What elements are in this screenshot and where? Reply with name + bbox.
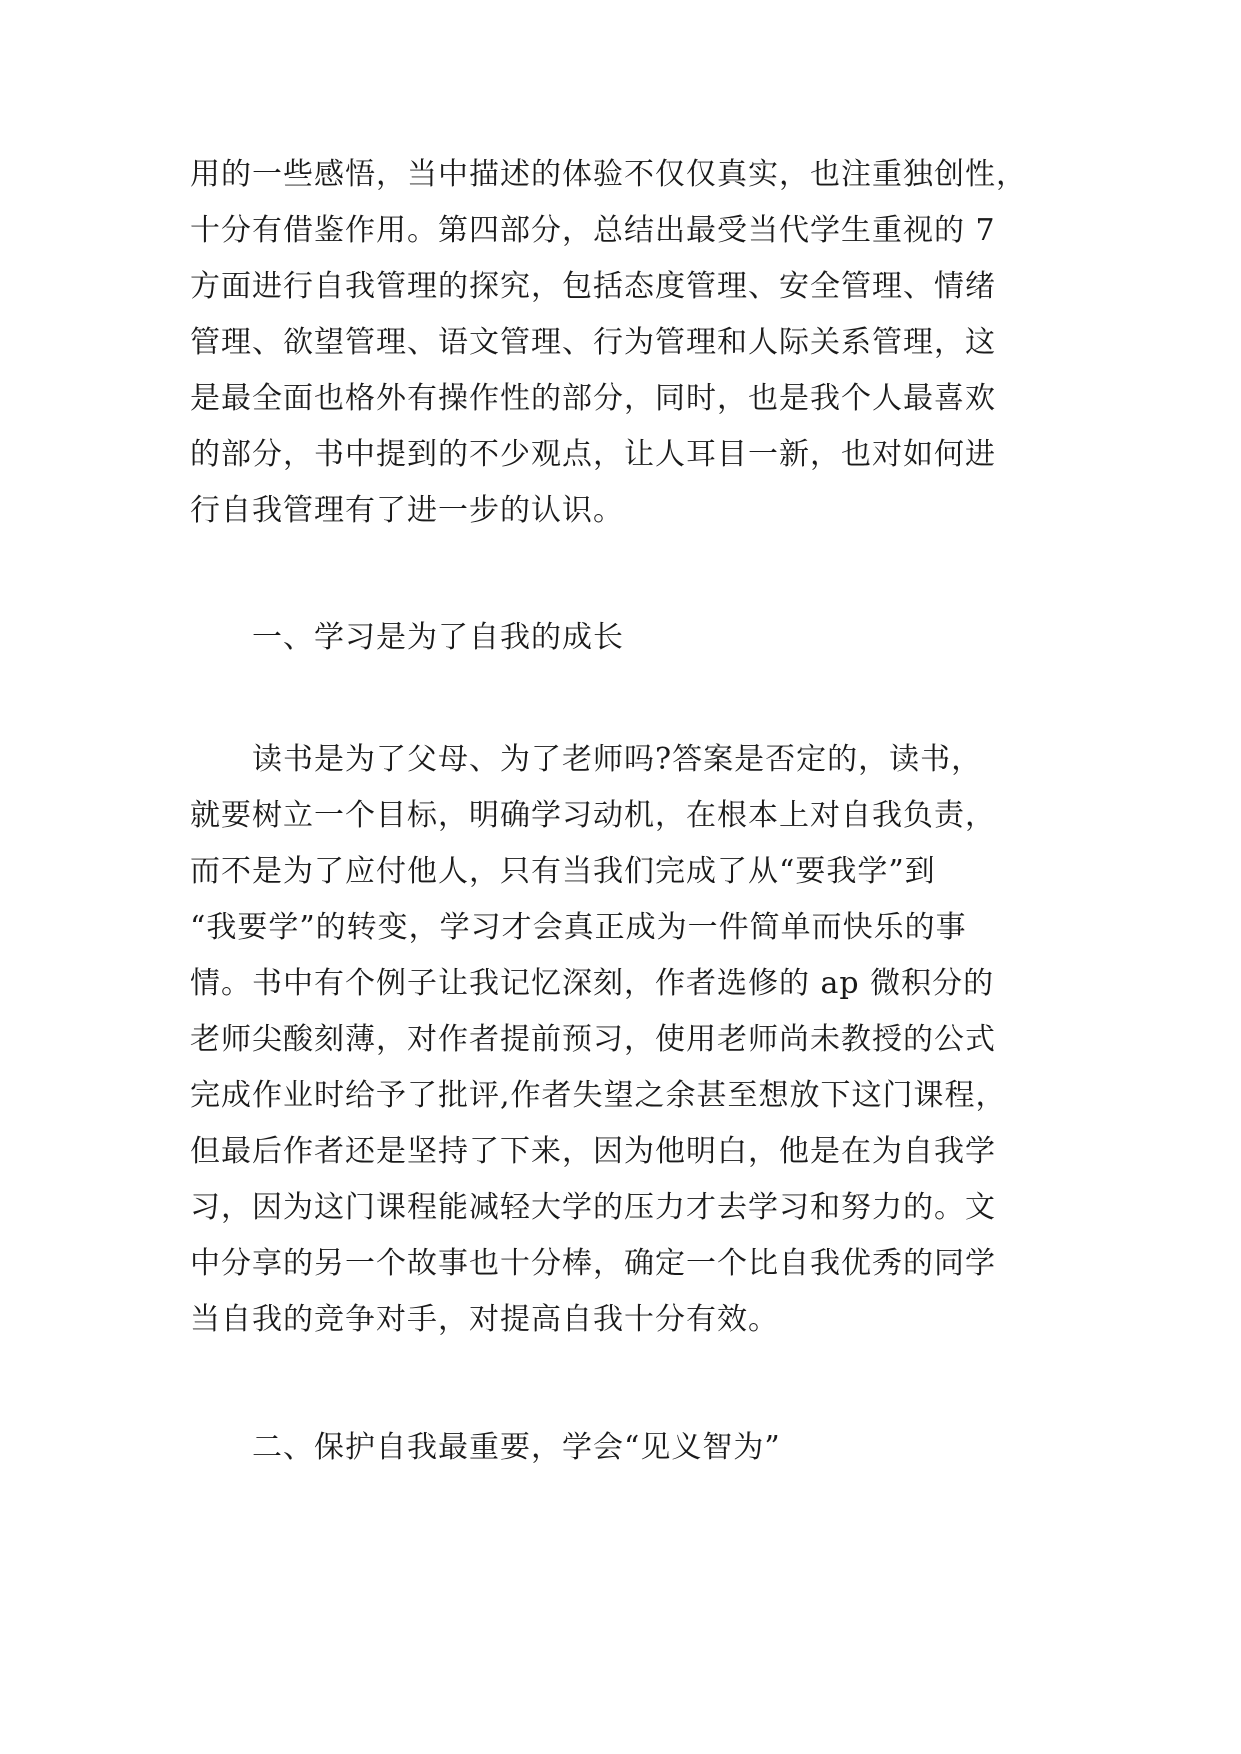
body-line-9: 习，因为这门课程能减轻大学的压力才去学习和努力的。文 [190,1190,996,1225]
intro-line-7: 行自我管理有了进一步的认识。 [190,493,624,528]
body-line-1: 读书是为了父母、为了老师吗?答案是否定的，读书， [252,742,983,777]
body-line-4: “我要学”的转变，学习才会真正成为一件简单而快乐的事 [190,910,967,945]
intro-line-3: 方面进行自我管理的探究，包括态度管理、安全管理、情绪 [190,269,996,304]
section-heading-1: 一、学习是为了自我的成长 [252,620,624,655]
intro-line-5: 是最全面也格外有操作性的部分，同时，也是我个人最喜欢 [190,381,996,416]
body-line-5: 情。书中有个例子让我记忆深刻，作者选修的 ap 微积分的 [190,966,995,1001]
body-line-2: 就要树立一个目标，明确学习动机，在根本上对自我负责， [190,798,996,833]
body-line-7: 完成作业时给予了批评,作者失望之余甚至想放下这门课程， [190,1078,1007,1113]
body-line-10: 中分享的另一个故事也十分棒，确定一个比自我优秀的同学 [190,1246,996,1281]
section-heading-2: 二、保护自我最重要，学会“见义智为” [252,1430,781,1465]
body-line-8: 但最后作者还是坚持了下来，因为他明白，他是在为自我学 [190,1134,996,1169]
body-line-11: 当自我的竞争对手，对提高自我十分有效。 [190,1302,779,1337]
intro-line-4: 管理、欲望管理、语文管理、行为管理和人际关系管理，这 [190,325,996,360]
body-line-3: 而不是为了应付他人，只有当我们完成了从“要我学”到 [190,854,936,889]
intro-line-6: 的部分，书中提到的不少观点，让人耳目一新，也对如何进 [190,437,996,472]
intro-line-1: 用的一些感悟，当中描述的体验不仅仅真实，也注重独创性， [190,157,1027,192]
intro-line-2: 十分有借鉴作用。第四部分，总结出最受当代学生重视的 7 [190,213,996,248]
body-line-6: 老师尖酸刻薄，对作者提前预习，使用老师尚未教授的公式 [190,1022,996,1057]
